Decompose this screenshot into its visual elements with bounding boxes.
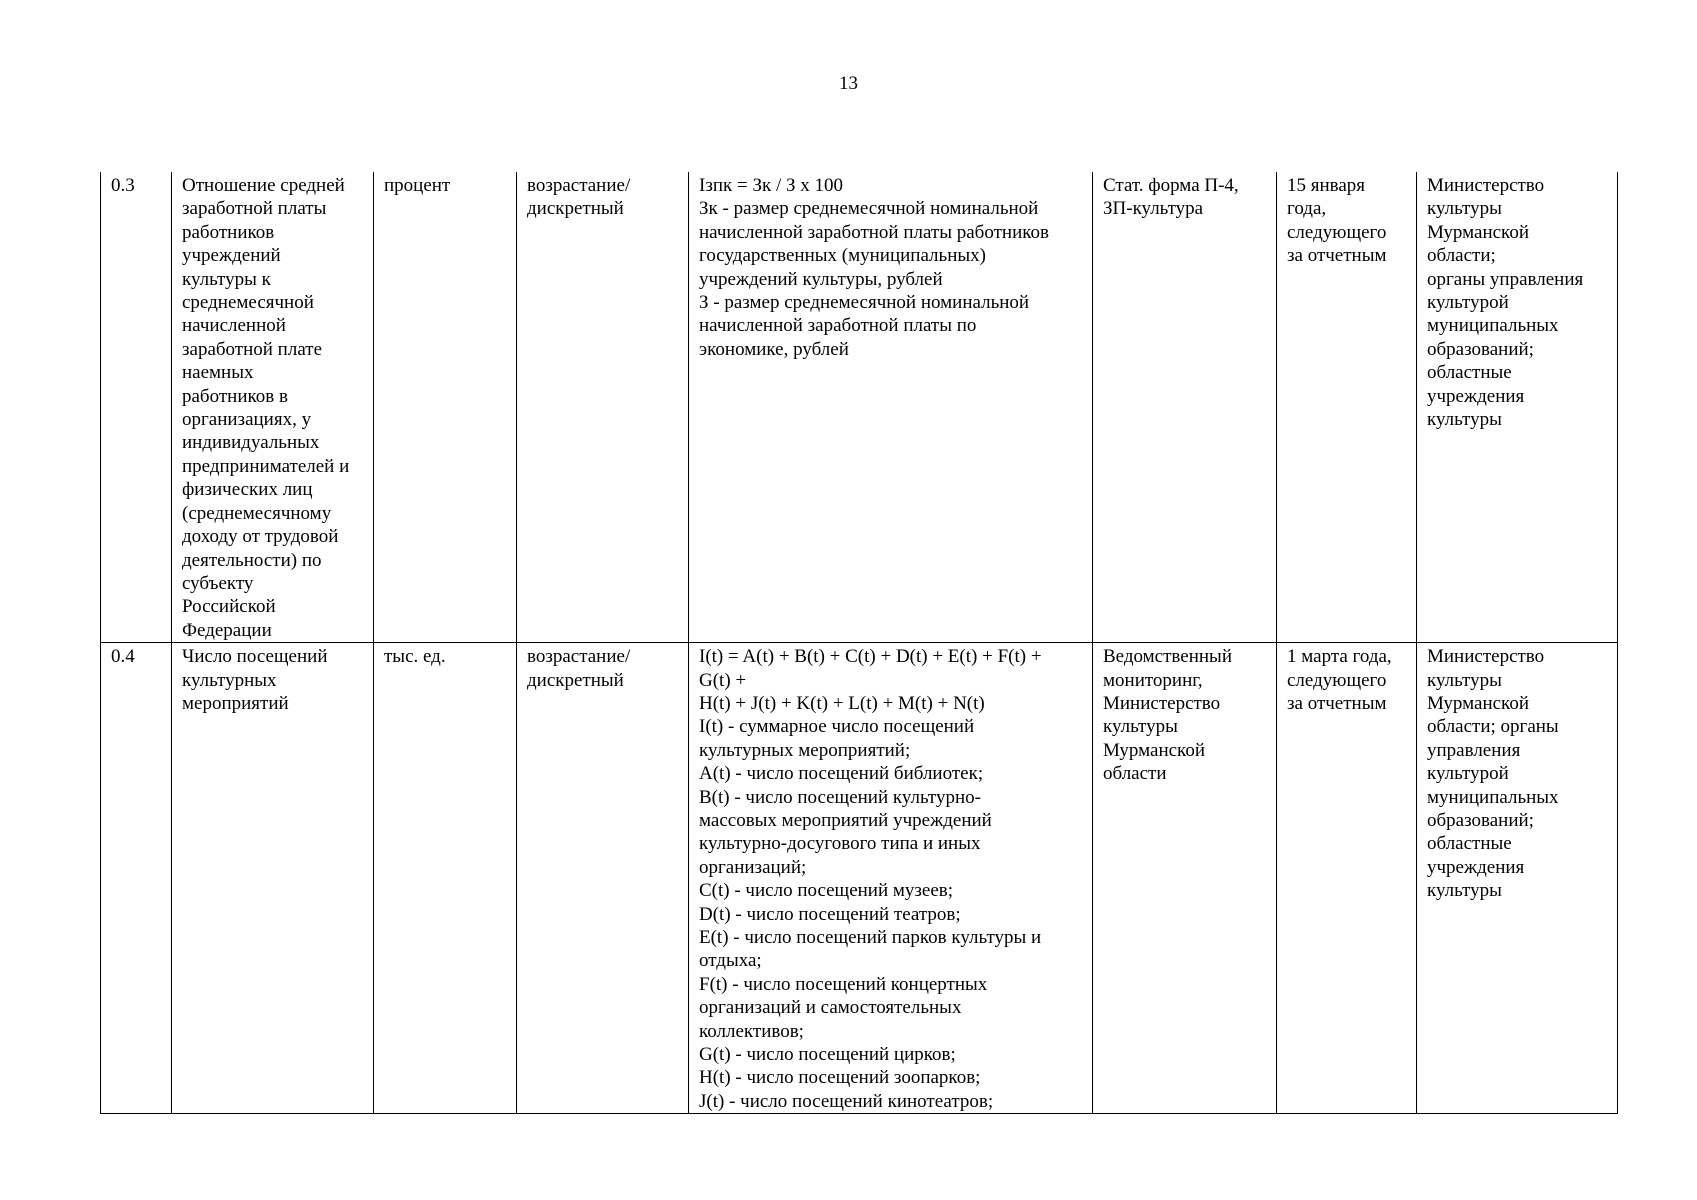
indicator-number: 0.4 xyxy=(111,646,135,668)
calculation-method-line: культурных мероприятий; xyxy=(699,739,911,761)
indicator-name-line: мероприятий xyxy=(182,692,289,714)
deadline-line: следующего xyxy=(1287,221,1387,243)
responsible-line: областные xyxy=(1427,833,1512,855)
indicator-name-line: физических лиц xyxy=(182,479,313,501)
responsible-line: областные xyxy=(1427,362,1512,384)
calculation-method-line: организаций; xyxy=(699,856,807,878)
data-source-line: культуры xyxy=(1103,716,1178,738)
calculation-method-line: отдыха; xyxy=(699,950,762,972)
table-row xyxy=(101,172,1618,643)
unit-text: процент xyxy=(384,175,451,196)
responsible-line: культурой xyxy=(1427,763,1509,785)
indicator-name-line: наемных xyxy=(182,362,254,384)
responsible-line: Мурманской xyxy=(1427,221,1529,243)
calculation-method-line: E(t) - число посещений парков культуры и xyxy=(699,927,1042,948)
page-number: 13 xyxy=(839,73,858,94)
indicator-name-cell xyxy=(172,643,374,1114)
calculation-method-cell xyxy=(689,643,1093,1114)
deadline-cell xyxy=(1277,172,1417,643)
indicator-name-line: организациях, у xyxy=(182,409,312,431)
unit-cell xyxy=(374,172,517,643)
trend-line: возрастание/ xyxy=(527,646,631,668)
responsible-line: культуры xyxy=(1427,880,1502,902)
deadline-line: 1 марта года, xyxy=(1287,646,1392,668)
calculation-method-line: организаций и самостоятельных xyxy=(699,997,962,1019)
indicator-name-line: Число посещений xyxy=(182,646,328,668)
calculation-method-line: I(t) = A(t) + B(t) + C(t) + D(t) + E(t) + F(t) + xyxy=(699,646,1042,668)
indicator-name-cell xyxy=(172,172,374,643)
trend-cell xyxy=(517,172,689,643)
data-source-line: ЗП-культура xyxy=(1103,198,1204,220)
calculation-method-line: J(t) - число посещений кинотеатров; xyxy=(699,1090,994,1112)
responsible-line: Министерство xyxy=(1427,646,1545,668)
deadline-line: за отчетным xyxy=(1287,245,1387,267)
trend-line: дискретный xyxy=(527,198,624,220)
responsible-line: органы управления xyxy=(1427,268,1584,290)
indicator-name-line: культурных xyxy=(182,669,277,691)
deadline-line: года, xyxy=(1287,198,1327,220)
indicator-name-line: культуры к xyxy=(182,268,271,290)
indicator-name-line: начисленной xyxy=(182,315,286,337)
calculation-method-line: H(t) - число посещений зоопарков; xyxy=(699,1067,981,1089)
calculation-method-line: Зк - размер среднемесячной номинальной xyxy=(699,198,1039,220)
calculation-method-line: G(t) + xyxy=(699,669,747,691)
responsible-line: Мурманской xyxy=(1427,692,1529,714)
indicator-name-line: Отношение средней xyxy=(182,175,345,196)
indicator-name-line: предпринимателей и xyxy=(182,455,350,477)
responsible-line: области; органы xyxy=(1427,716,1559,738)
calculation-method-line: G(t) - число посещений цирков; xyxy=(699,1044,956,1066)
responsible-line: культуры xyxy=(1427,198,1502,220)
trend-line: дискретный xyxy=(527,669,624,691)
responsible-line: управления xyxy=(1427,739,1521,761)
data-source-cell xyxy=(1093,172,1277,643)
responsible-line: образований; xyxy=(1427,809,1534,831)
indicator-name-line: заработной платы xyxy=(182,198,327,220)
data-source-line: Стат. форма П-4, xyxy=(1103,175,1239,196)
data-source-line: Мурманской xyxy=(1103,739,1205,761)
data-source-cell xyxy=(1093,643,1277,1114)
unit-text: тыс. ед. xyxy=(384,646,446,668)
table-row xyxy=(101,643,1618,1114)
calculation-method-line: коллективов; xyxy=(699,1020,804,1042)
calculation-method-line: начисленной заработной платы работников xyxy=(699,221,1049,243)
calculation-method-line: D(t) - число посещений театров; xyxy=(699,903,961,925)
indicators-table xyxy=(100,172,1618,1114)
calculation-method-line: Iзпк = Зк / З х 100 xyxy=(699,175,843,196)
responsible-line: культуры xyxy=(1427,669,1502,691)
indicator-name-line: работников в xyxy=(182,385,288,407)
responsible-cell xyxy=(1417,643,1618,1114)
calculation-method-cell xyxy=(689,172,1093,643)
indicator-name-line: (среднемесячному xyxy=(182,502,332,524)
calculation-method-line: A(t) - число посещений библиотек; xyxy=(699,763,984,785)
calculation-method-line: B(t) - число посещений культурно- xyxy=(699,786,981,808)
calculation-method-line: I(t) - суммарное число посещений xyxy=(699,716,975,738)
responsible-line: учреждения xyxy=(1427,856,1525,878)
calculation-method-line: начисленной заработной платы по xyxy=(699,315,977,337)
indicator-name-line: заработной плате xyxy=(182,338,323,360)
responsible-line: муниципальных xyxy=(1427,315,1559,337)
indicator-name-line: субъекту xyxy=(182,572,254,594)
unit-cell xyxy=(374,643,517,1114)
data-source-line: мониторинг, xyxy=(1103,669,1203,691)
responsible-line: учреждения xyxy=(1427,385,1525,407)
indicator-name-line: работников xyxy=(182,221,275,243)
deadline-line: 15 января xyxy=(1287,175,1366,196)
calculation-method-line: H(t) + J(t) + K(t) + L(t) + M(t) + N(t) xyxy=(699,692,985,714)
indicator-name-line: среднемесячной xyxy=(182,292,314,314)
indicator-name-line: доходу от трудовой xyxy=(182,526,339,548)
responsible-line: муниципальных xyxy=(1427,786,1559,808)
indicator-name-line: учреждений xyxy=(182,245,281,267)
indicator-name-line: деятельности) по xyxy=(182,549,322,571)
trend-line: возрастание/ xyxy=(527,175,631,196)
indicator-name-line: Федерации xyxy=(182,619,272,641)
responsible-cell xyxy=(1417,172,1618,643)
indicator-number: 0.3 xyxy=(111,175,135,196)
data-source-line: Министерство xyxy=(1103,692,1221,714)
indicator-name-line: Российской xyxy=(182,596,276,618)
calculation-method-line: З - размер среднемесячной номинальной xyxy=(699,292,1030,314)
indicator-number-cell xyxy=(101,172,172,643)
deadline-line: за отчетным xyxy=(1287,692,1387,714)
responsible-line: Министерство xyxy=(1427,175,1545,196)
calculation-method-line: экономике, рублей xyxy=(699,338,849,360)
responsible-line: области; xyxy=(1427,245,1496,267)
deadline-line: следующего xyxy=(1287,669,1387,691)
responsible-line: культуры xyxy=(1427,409,1502,431)
calculation-method-line: массовых мероприятий учреждений xyxy=(699,809,992,831)
deadline-cell xyxy=(1277,643,1417,1114)
data-source-line: области xyxy=(1103,763,1167,785)
trend-cell xyxy=(517,643,689,1114)
indicator-name-line: индивидуальных xyxy=(182,432,320,454)
calculation-method-line: учреждений культуры, рублей xyxy=(699,268,943,290)
responsible-line: культурой xyxy=(1427,292,1509,314)
responsible-line: образований; xyxy=(1427,338,1534,360)
calculation-method-line: государственных (муниципальных) xyxy=(699,245,986,267)
data-source-line: Ведомственный xyxy=(1103,646,1232,668)
calculation-method-line: C(t) - число посещений музеев; xyxy=(699,880,954,902)
calculation-method-line: культурно-досугового типа и иных xyxy=(699,833,981,855)
calculation-method-line: F(t) - число посещений концертных xyxy=(699,973,988,995)
indicator-number-cell xyxy=(101,643,172,1114)
